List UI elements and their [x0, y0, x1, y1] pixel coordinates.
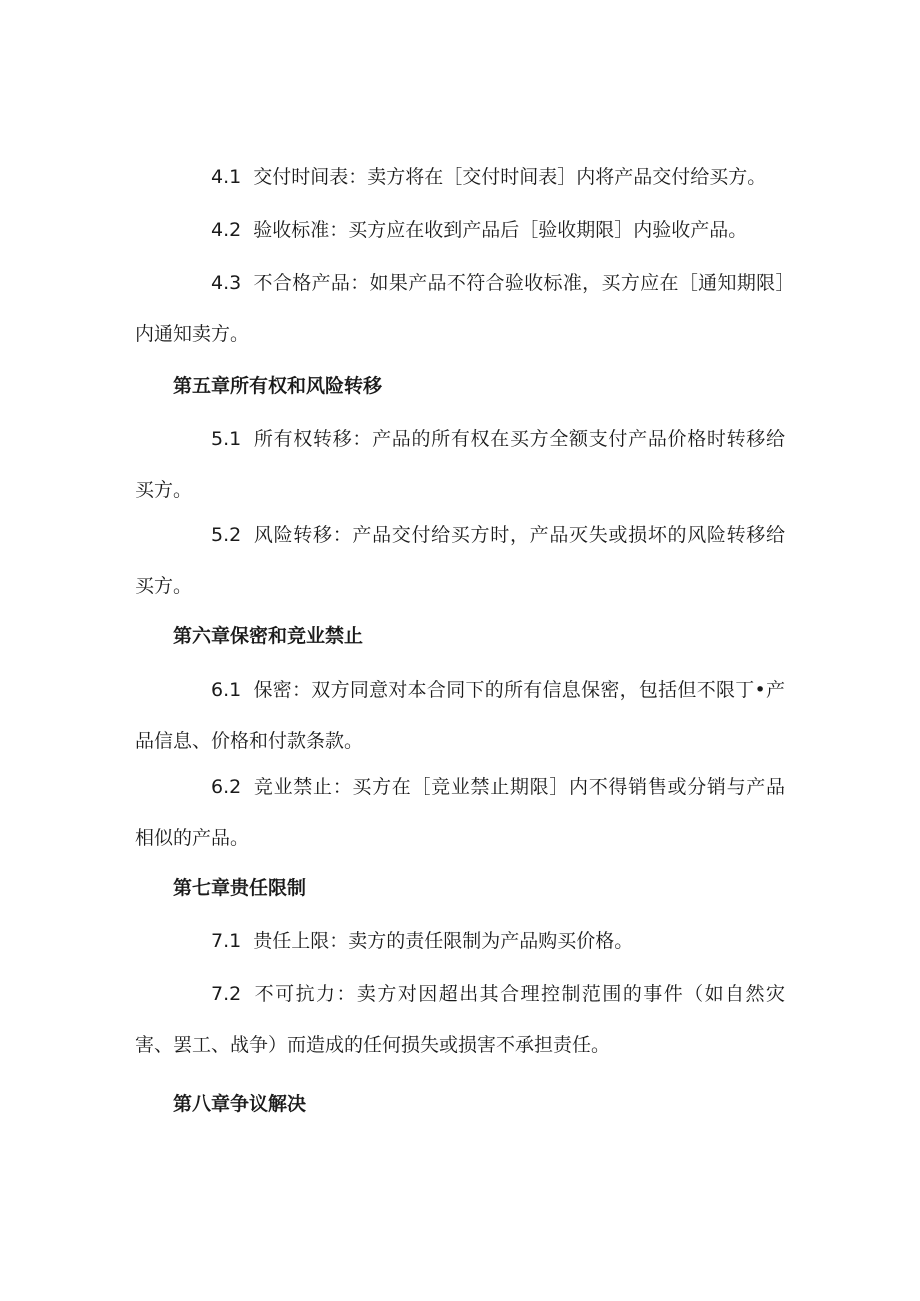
clause-text: 交付时间表：卖方将在［交付时间表］内将产品交付给买方。: [253, 166, 767, 188]
chapter-heading-6: 第六章保密和竞业禁止: [173, 625, 364, 647]
clause-5-2: [135, 510, 785, 612]
clause-number: 4.2: [211, 219, 242, 241]
clause-number: 5.1: [211, 428, 242, 450]
clause-number: 7.1: [211, 930, 242, 952]
clause-text: 验收标准：买方应在收到产品后［验收期限］内验收产品。: [253, 219, 748, 241]
chapter-heading-8: 第八章争议解决: [173, 1093, 307, 1115]
chapter-heading-7: 第七章贵任限制: [173, 877, 307, 899]
clause-text: 保密：双方同意对本合同下的所有信息保密，包括但不限丁•产品信息、价格和付款条款。: [135, 679, 785, 752]
clause-4-2: [135, 205, 785, 256]
clause-number: 6.1: [211, 679, 242, 701]
clause-number: 7.2: [211, 983, 242, 1005]
clause-text: 风险转移：产品交付给买方时，产品灭失或损坏的风险转移给买方。: [135, 524, 785, 597]
clause-4-3: [135, 258, 785, 360]
clause-text: 竞业禁止：买方在［竞业禁止期限］内不得销售或分销与产品相似的产品。: [135, 776, 785, 849]
clause-6-2: [135, 762, 785, 864]
clause-text: 不合格产品：如果产品不符合验收标准，买方应在［通知期限］内通知卖方。: [135, 272, 785, 345]
chapter-heading-5: 第五章所有权和风险转移: [173, 375, 383, 397]
clause-6-1: [135, 665, 785, 767]
clause-7-2: [135, 969, 785, 1071]
clause-4-1: [135, 152, 785, 203]
clause-text: 所有权转移：产品的所有权在买方全额支付产品价格时转移给买方。: [135, 428, 785, 501]
clause-5-1: [135, 414, 785, 516]
clause-number: 6.2: [211, 776, 242, 798]
clause-number: 4.3: [211, 272, 242, 294]
clause-number: 4.1: [211, 166, 242, 188]
clause-text: 贵任上限：卖方的责任限制为产品购买价格。: [253, 930, 634, 952]
clause-7-1: [135, 916, 785, 967]
clause-text: 不可抗力：卖方对因超出其合理控制范围的事件（如自然灾害、罢工、战争）而造成的任何损失或损害不承担责任。: [135, 983, 785, 1056]
clause-number: 5.2: [211, 524, 242, 546]
